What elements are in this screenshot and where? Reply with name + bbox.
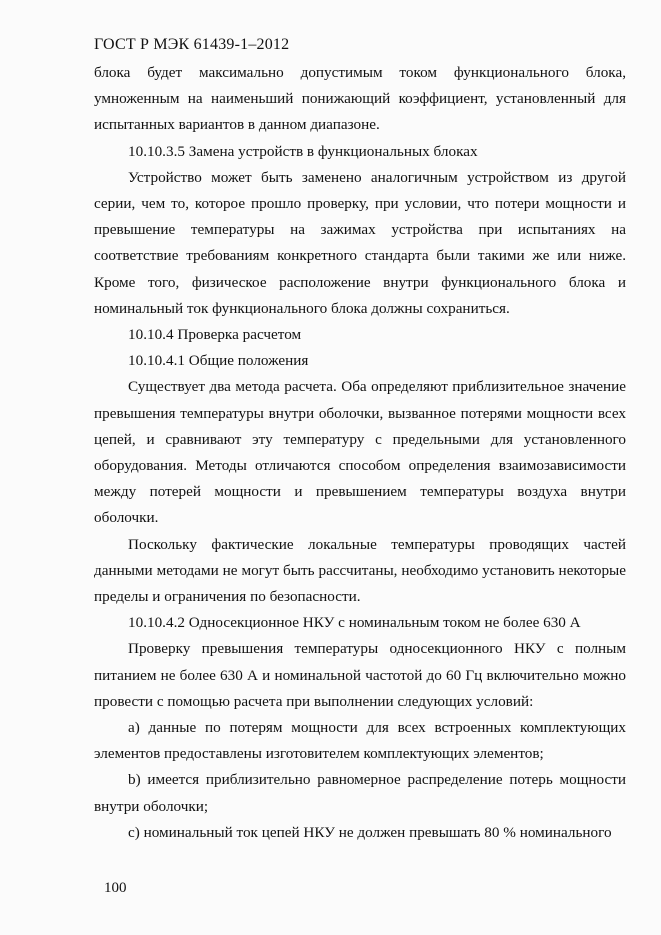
section-heading-10-10-3-5: 10.10.3.5 Замена устройств в функциональных блоках: [128, 142, 478, 160]
paragraph: Поскольку фактические локальные температуры проводящих частей данными методами не могут быть рассчитаны, необходимо установить некоторые пределы и ограничения по безопасности.: [94, 535, 626, 606]
page-header-standard: ГОСТ Р МЭК 61439-1–2012: [94, 36, 290, 53]
paragraph-continuation: блока будет максимально допустимым током функционального блока, умноженным на наименьший понижающий коэффициент, установленный для испытанных вариантов в данном диапазоне.: [94, 64, 626, 134]
paragraph: Существует два метода расчета. Оба определяют приблизительное значение превышения температуры внутри оболочки, вызванное потерями мощности всех цепей, и сравнивают эту температуру с предельными для установленного оборудования. Методы отличаются способом определения взаимозависимости между потерей мощности и превышением температуры воздуха внутри оболочки.: [94, 378, 626, 527]
list-item-b: b) имеется приблизительно равномерное распределение потерь мощности внутри оболочки;: [94, 771, 626, 815]
section-heading-10-10-4: 10.10.4 Проверка расчетом: [128, 326, 302, 344]
paragraph: Устройство может быть заменено аналогичным устройством из другой серии, чем то, которое прошло проверку, при условии, что потери мощности и превышение температуры на зажимах устройства при испытаниях на соответствие требованиям конкретного стандарта были такими же или ниже. Кроме того, физическое расположение внутри функционального блока и номинальный ток функционального блока должны сохраниться.: [94, 168, 626, 317]
page-number: 100: [104, 880, 127, 896]
section-heading-10-10-4-1: 10.10.4.1 Общие положения: [128, 352, 309, 370]
list-item-a: a) данные по потерям мощности для всех встроенных комплектующих элементов предоставлены изготовителем комплектующих элементов;: [94, 719, 626, 763]
body-text: [94, 60, 626, 846]
section-heading-10-10-4-2: 10.10.4.2 Односекционное НКУ с номинальным током не более 630 А: [128, 614, 581, 632]
paragraph: Проверку превышения температуры односекционного НКУ с полным питанием не более 630 А и номинальной частотой до 60 Гц включительно можно провести с помощью расчета при выполнении следующих условий:: [94, 640, 626, 710]
list-item-c: c) номинальный ток цепей НКУ не должен превышать 80 % номинального: [128, 823, 612, 841]
